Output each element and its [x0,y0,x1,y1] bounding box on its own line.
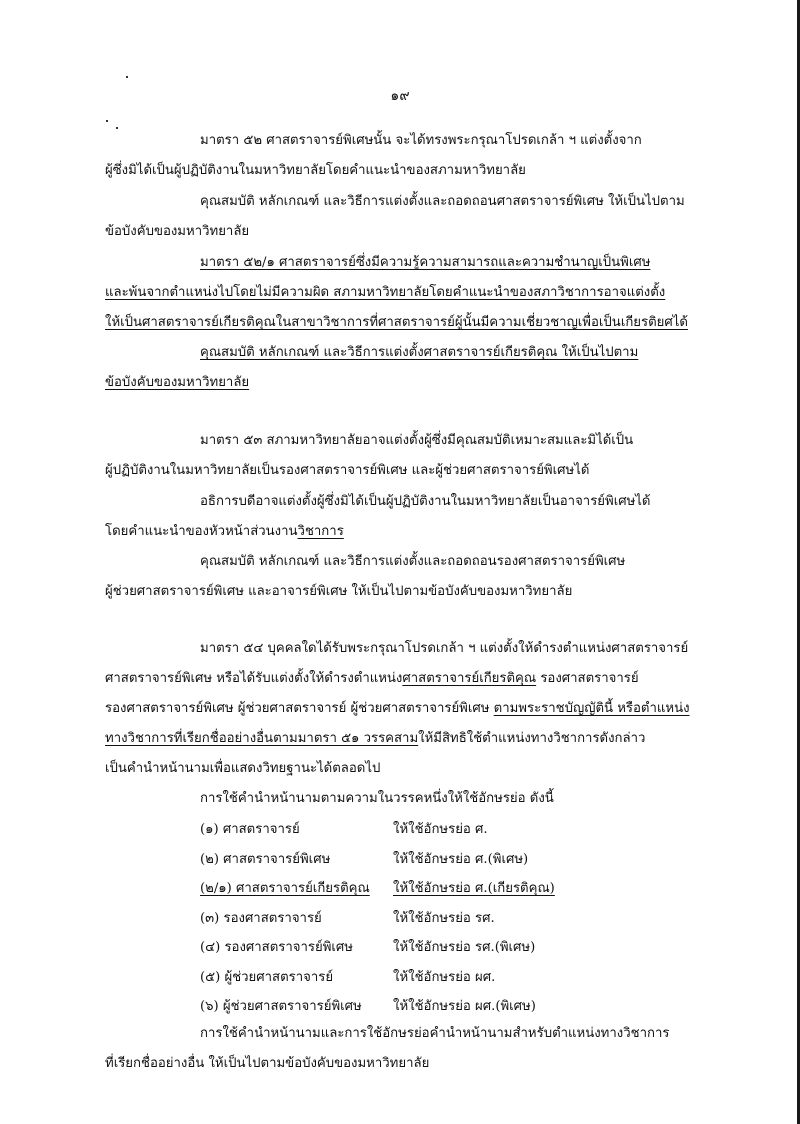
abbreviation-label: (๕) ผู้ช่วยศาสตราจารย์ [200,970,334,985]
abbreviation-value: ให้ใช้อักษรย่อ ผศ. [393,970,496,985]
section-53-line-6: ผู้ช่วยศาสตราจารย์พิเศษ และอาจารย์พิเศษ ให้เป็นไปตามข้อบังคับของมหาวิทยาลัย [105,584,573,599]
abbreviation-value: ให้ใช้อักษรย่อ ศ. [393,822,488,837]
abbreviation-label: (๔) รองศาสตราจารย์พิเศษ [200,940,353,955]
section-52-line-1: มาตรา ๕๒ ศาสตราจารย์พิเศษนั้น จะได้ทรงพระกรุณาโปรดเกล้า ฯ แต่งตั้งจาก [200,133,642,148]
section-54-emeritus-term: ศาสตราจารย์เกียรติคุณ [402,671,537,686]
section-54-line-6: การใช้คำนำหน้านามตามความในวรรคหนึ่งให้ใช้อักษรย่อ ดังนี้ [200,791,554,806]
scan-speck [116,127,118,129]
section-54-line-2 [105,669,639,689]
abbreviation-value: ให้ใช้อักษรย่อ รศ. [393,911,495,926]
section-54-line-2-tail: รองศาสตราจารย์ [536,671,639,686]
abbreviation-label: (๒/๑) ศาสตราจารย์เกียรติคุณ [200,881,370,896]
section-52-line-4: ข้อบังคับของมหาวิทยาลัย [105,224,250,239]
section-54-line-1: มาตรา ๕๔ บุคคลใดได้รับพระกรุณาโปรดเกล้า ฯ แต่งตั้งให้ดำรงตำแหน่งศาสตราจารย์ [200,641,689,656]
scan-speck [126,76,128,78]
section-53-line-2: ผู้ปฏิบัติงานในมหาวิทยาลัยเป็นรองศาสตราจารย์พิเศษ และผู้ช่วยศาสตราจารย์พิเศษได้ [105,463,590,478]
section-53-line-3: อธิการบดีอาจแต่งตั้งผู้ซึ่งมิได้เป็นผู้ปฏิบัติงานในมหาวิทยาลัยเป็นอาจารย์พิเศษได้ [200,494,651,509]
page-number: ๑๙ [390,88,410,104]
section-54-amended-reference: ทางวิชาการที่เรียกชื่ออย่างอื่นตามมาตรา ๕๑ วรรคสาม [105,731,419,746]
section-53-amended-word: วิชาการ [297,524,344,539]
section-52-1-line-5: ข้อบังคับของมหาวิทยาลัย [105,375,250,390]
section-52-1-line-2: และพ้นจากตำแหน่งไปโดยไม่มีความผิด สภามหาวิทยาลัยโดยคำแนะนำของสภาวิชาการอาจแต่งตั้ง [105,285,666,300]
abbreviation-value: ให้ใช้อักษรย่อ ผศ.(พิเศษ) [393,999,536,1014]
section-54-line-4 [105,729,645,749]
abbreviation-value: ให้ใช้อักษรย่อ ศ.(พิเศษ) [393,852,529,867]
section-54-amended-phrase: ตามพระราชบัญญัตินี้ หรือตำแหน่ง [493,701,690,716]
closing-line-2: ที่เรียกชื่ออย่างอื่น ให้เป็นไปตามข้อบังคับของมหาวิทยาลัย [105,1056,430,1071]
section-54-line-5: เป็นคำนำหน้านามเพื่อแสดงวิทยฐานะได้ตลอดไป [105,761,381,776]
section-52-line-3: คุณสมบัติ หลักเกณฑ์ และวิธีการแต่งตั้งและถอดถอนศาสตราจารย์พิเศษ ให้เป็นไปตาม [200,194,685,209]
section-53-line-1: มาตรา ๕๓ สภามหาวิทยาลัยอาจแต่งตั้งผู้ซึ่งมีคุณสมบัติเหมาะสมและมิได้เป็น [200,433,634,448]
abbreviation-value: ให้ใช้อักษรย่อ ศ.(เกียรติคุณ) [393,881,555,896]
section-53-line-4-text: โดยคำแนะนำของหัวหน้าส่วนงาน [105,524,298,539]
abbreviation-label: (๖) ผู้ช่วยศาสตราจารย์พิเศษ [200,999,362,1014]
section-54-line-4-text: ให้มีสิทธิใช้ตำแหน่งทางวิชาการดังกล่าว [418,731,646,746]
section-54-line-3-text: รองศาสตราจารย์พิเศษ ผู้ช่วยศาสตราจารย์ ผู้ช่วยศาสตราจารย์พิเศษ [105,701,494,716]
abbreviation-label: (๓) รองศาสตราจารย์ [200,911,322,926]
section-53-line-4 [105,522,344,542]
section-52-1-line-1: มาตรา ๕๒/๑ ศาสตราจารย์ซึ่งมีความรู้ความสามารถและความชำนาญเป็นพิเศษ [200,255,651,270]
section-53-line-5: คุณสมบัติ หลักเกณฑ์ และวิธีการแต่งตั้งและถอดถอนรองศาสตราจารย์พิเศษ [200,554,626,569]
closing-line-1: การใช้คำนำหน้านามและการใช้อักษรย่อคำนำหน้านามสำหรับตำแหน่งทางวิชาการ [200,1026,670,1041]
section-52-1-line-3: ให้เป็นศาสตราจารย์เกียรติคุณในสาขาวิชาการที่ศาสตราจารย์ผู้นั้นมีความเชี่ยวชาญเพื่อเป็นเกียรติยศได้ [105,315,688,330]
abbreviation-label: (๒) ศาสตราจารย์พิเศษ [200,852,331,867]
abbreviation-value: ให้ใช้อักษรย่อ รศ.(พิเศษ) [393,940,536,955]
section-52-1-line-4: คุณสมบัติ หลักเกณฑ์ และวิธีการแต่งตั้งศาสตราจารย์เกียรติคุณ ให้เป็นไปตาม [200,345,639,360]
section-54-line-3 [105,699,690,719]
abbreviation-label: (๑) ศาสตราจารย์ [200,822,300,837]
section-54-line-2-text: ศาสตราจารย์พิเศษ หรือได้รับแต่งตั้งให้ดำรงตำแหน่ง [105,671,403,686]
scan-speck [106,120,108,122]
section-52-line-2: ผู้ซึ่งมิได้เป็นผู้ปฏิบัติงานในมหาวิทยาลัยโดยคำแนะนำของสภามหาวิทยาลัย [105,163,526,178]
